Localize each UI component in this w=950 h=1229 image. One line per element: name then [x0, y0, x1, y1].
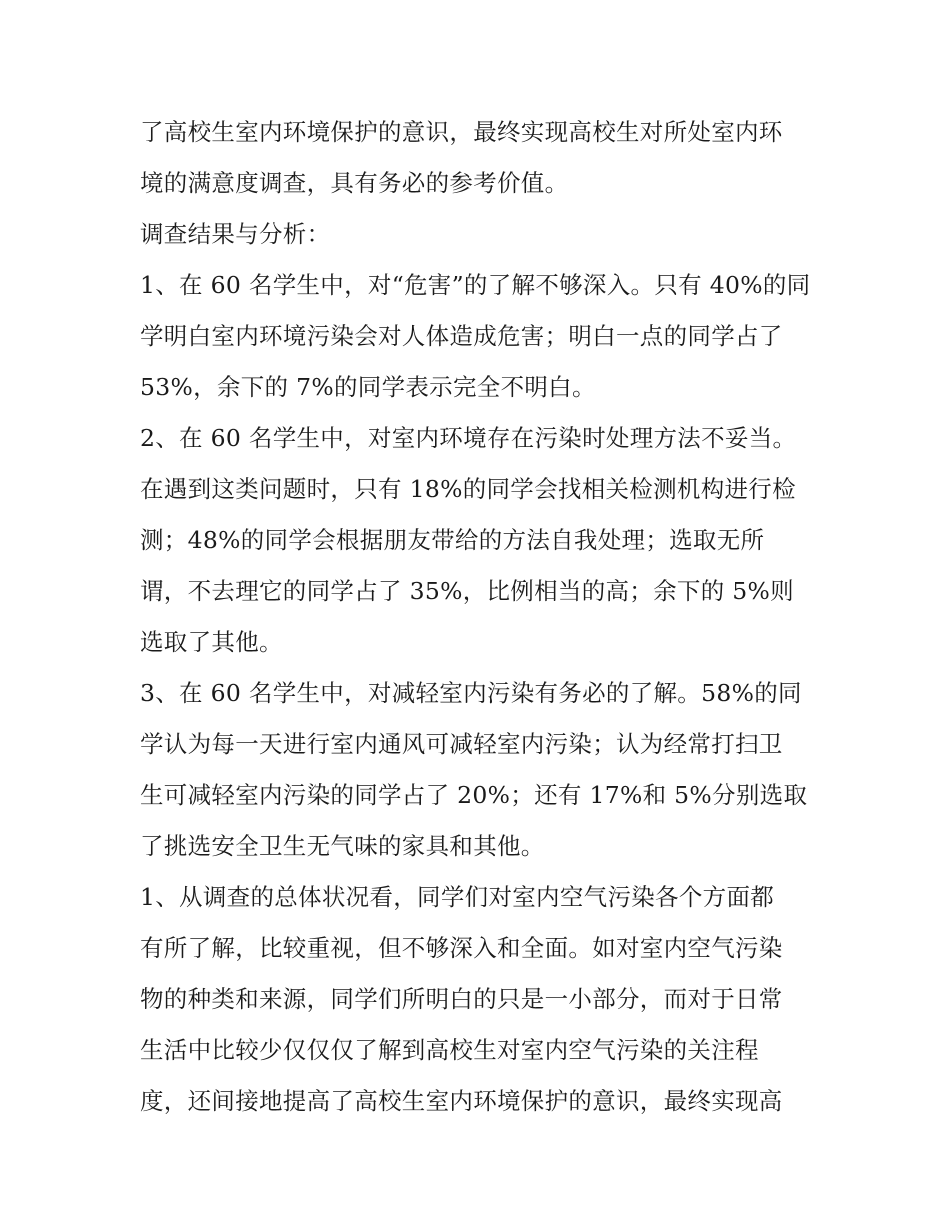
text-line: 1、从调查的总体状况看，同学们对室内空气污染各个方面都 — [140, 883, 775, 911]
text-line: 了高校生室内环境保护的意识，最终实现高校生对所处室内环 — [140, 118, 783, 146]
text-line: 测；48%的同学会根据朋友带给的方法自我处理；选取无所 — [140, 526, 765, 554]
text-line: 度，还间接地提高了高校生室内环境保护的意识，最终实现高 — [140, 1087, 783, 1115]
text-line: 1、在 60 名学生中，对“危害”的了解不够深入。只有 40%的同 — [140, 271, 811, 299]
text-line: 3、在 60 名学生中，对减轻室内污染有务必的了解。58%的同 — [140, 679, 802, 707]
text-line: 学明白室内环境污染会对人体造成危害；明白一点的同学占了 — [140, 322, 783, 350]
text-line: 生活中比较少仅仅仅了解到高校生对室内空气污染的关注程 — [140, 1036, 759, 1064]
text-line: 境的满意度调查，具有务必的参考价值。 — [140, 169, 569, 197]
text-line: 2、在 60 名学生中，对室内环境存在污染时处理方法不妥当。 — [140, 424, 797, 452]
text-line: 在遇到这类问题时，只有 18%的同学会找相关检测机构进行检 — [140, 475, 796, 503]
body-text — [140, 107, 830, 1127]
text-line: 物的种类和来源，同学们所明白的只是一小部分，而对于日常 — [140, 985, 783, 1013]
text-line: 谓，不去理它的同学占了 35%，比例相当的高；余下的 5%则 — [140, 577, 794, 605]
text-line: 53%，余下的 7%的同学表示完全不明白。 — [140, 373, 596, 401]
section-heading: 调查结果与分析： — [140, 220, 331, 248]
text-line: 学认为每一天进行室内通风可减轻室内污染；认为经常打扫卫 — [140, 730, 783, 758]
text-line: 选取了其他。 — [140, 628, 283, 656]
text-line: 生可减轻室内污染的同学占了 20%；还有 17%和 5%分别选取 — [140, 781, 808, 809]
text-line: 了挑选安全卫生无气味的家具和其他。 — [140, 832, 545, 860]
text-line: 有所了解，比较重视，但不够深入和全面。如对室内空气污染 — [140, 934, 783, 962]
